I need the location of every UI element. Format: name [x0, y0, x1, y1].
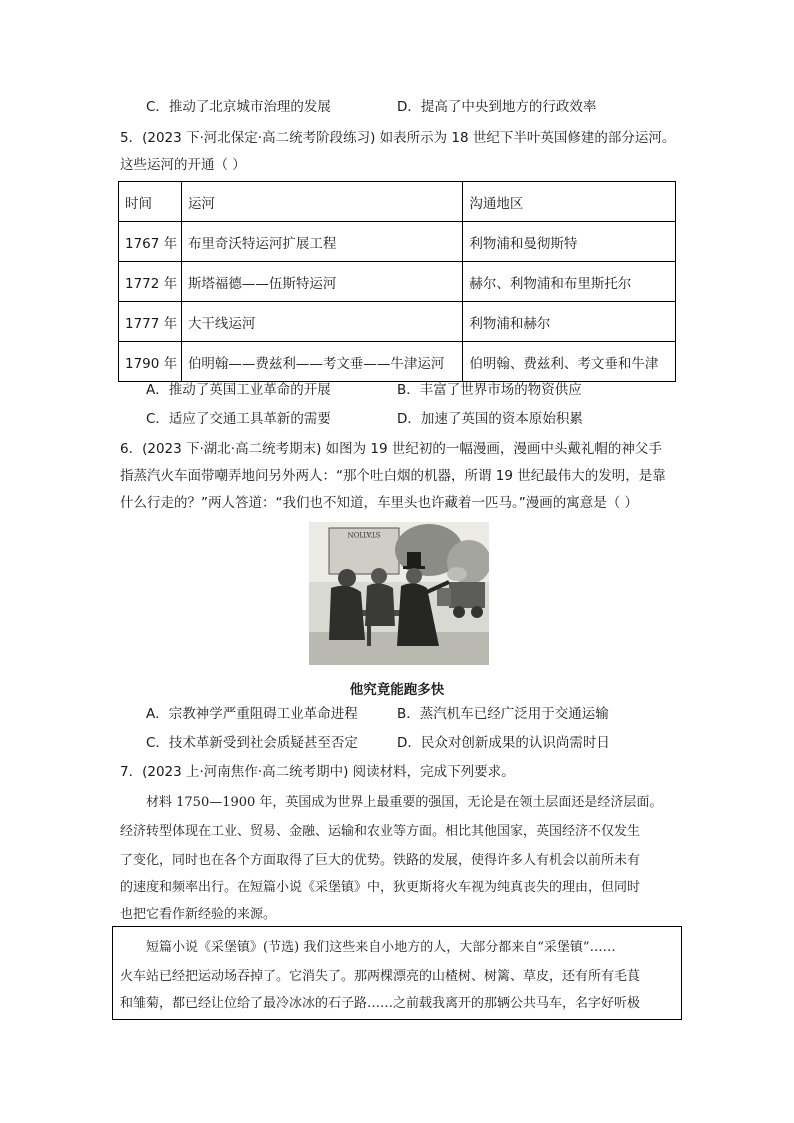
table-cell: 利物浦和赫尔	[463, 302, 676, 342]
q6-option-d: D．民众对创新成果的认识尚需时日	[397, 735, 610, 751]
material-line: 材料 1750—1900 年，英国成为世界上最重要的强国，无论是在领土层面还是经济层面。	[146, 795, 663, 810]
table-cell: 斯塔福德——伍斯特运河	[181, 262, 462, 302]
table-cell: 赫尔、利物浦和布里斯托尔	[463, 262, 676, 302]
table-cell: 伯明翰、费兹利、考文垂和牛津	[463, 342, 676, 382]
material-line: 经济转型体现在工业、贸易、金融、运输和农业等方面。相比其他国家，英国经济不仅发生	[120, 824, 641, 839]
table-row	[119, 302, 676, 342]
q4-option-c: C．推动了北京城市治理的发展	[146, 99, 331, 115]
table-header-cell: 沟通地区	[463, 182, 676, 222]
q5-stem-line2: 这些运河的开通（ ）	[120, 157, 246, 173]
table-cell: 1772 年	[119, 262, 182, 302]
table-cell: 大干线运河	[181, 302, 462, 342]
q4-option-d: D．提高了中央到地方的行政效率	[397, 99, 597, 115]
table-row	[119, 342, 676, 382]
q6-option-a: A．宗教神学严重阻碍工业革命进程	[146, 706, 358, 722]
material-line: 也把它看作新经验的来源。	[120, 907, 277, 922]
table-header-row	[119, 182, 676, 222]
table-cell: 1790 年	[119, 342, 182, 382]
q6-option-b: B．蒸汽机车已经广泛用于交通运输	[397, 706, 609, 722]
q5-option-c: C．适应了交通工具革新的需要	[146, 411, 331, 427]
excerpt-line: 火车站已经把运动场吞掉了。它消失了。那两棵漂亮的山楂树、树篱、草皮，还有所有毛茛	[120, 969, 641, 984]
q5-stem-line1: 5．(2023 下·河北保定·高二统考阶段练习) 如表所示为 18 世纪下半叶英国修建的部分运河。	[120, 130, 676, 146]
table-cell: 布里奇沃特运河扩展工程	[181, 222, 462, 262]
table-row	[119, 222, 676, 262]
q5-option-d: D．加速了英国的资本原始积累	[397, 411, 583, 427]
table-header-cell: 运河	[181, 182, 462, 222]
table-cell: 伯明翰——费兹利——考文垂——牛津运河	[181, 342, 462, 382]
q6-stem-line2: 指蒸汽火车面带嘲弄地问另外两人：“那个吐白烟的机器，所谓 19 世纪最伟大的发明，是靠	[120, 468, 666, 484]
table-cell: 1777 年	[119, 302, 182, 342]
material-line: 的速度和频率出行。在短篇小说《采堡镇》中，狄更斯将火车视为纯真丧失的理由，但同时	[120, 880, 641, 895]
q6-stem-line1: 6．(2023 下·湖北·高二统考期末) 如图为 19 世纪初的一幅漫画，漫画中头戴礼帽的神父手	[120, 441, 662, 457]
q5-option-b: B．丰富了世界市场的物资供应	[397, 382, 582, 398]
cartoon-caption: 他究竟能跑多快	[349, 682, 445, 698]
material-line: 了变化，同时也在各个方面取得了巨大的优势。铁路的发展，使得许多人有机会以前所未有	[120, 853, 641, 868]
cartoon-illustration	[309, 522, 489, 665]
q5-option-a: A．推动了英国工业革命的开展	[146, 382, 331, 398]
excerpt-line: 短篇小说《采堡镇》(节选) 我们这些来自小地方的人，大部分都来自“采堡镇”……	[146, 940, 616, 955]
table-cell: 1767 年	[119, 222, 182, 262]
q6-stem-line3: 什么行走的？”两人答道：“我们也不知道，车里头也许藏着一匹马。”漫画的寓意是（ ）	[120, 495, 639, 511]
q6-option-c: C．技术革新受到社会质疑甚至否定	[146, 735, 358, 751]
q7-stem: 7．(2023 上·河南焦作·高二统考期中) 阅读材料，完成下列要求。	[120, 764, 515, 780]
canal-table	[118, 181, 676, 382]
station-sign-text: STATION	[347, 530, 381, 538]
table-cell: 利物浦和曼彻斯特	[463, 222, 676, 262]
excerpt-line: 和雏菊，都已经让位给了最冷冰冰的石子路……之前载我离开的那辆公共马车，名字好听极	[120, 996, 641, 1011]
table-header-cell: 时间	[119, 182, 182, 222]
table-row	[119, 262, 676, 302]
